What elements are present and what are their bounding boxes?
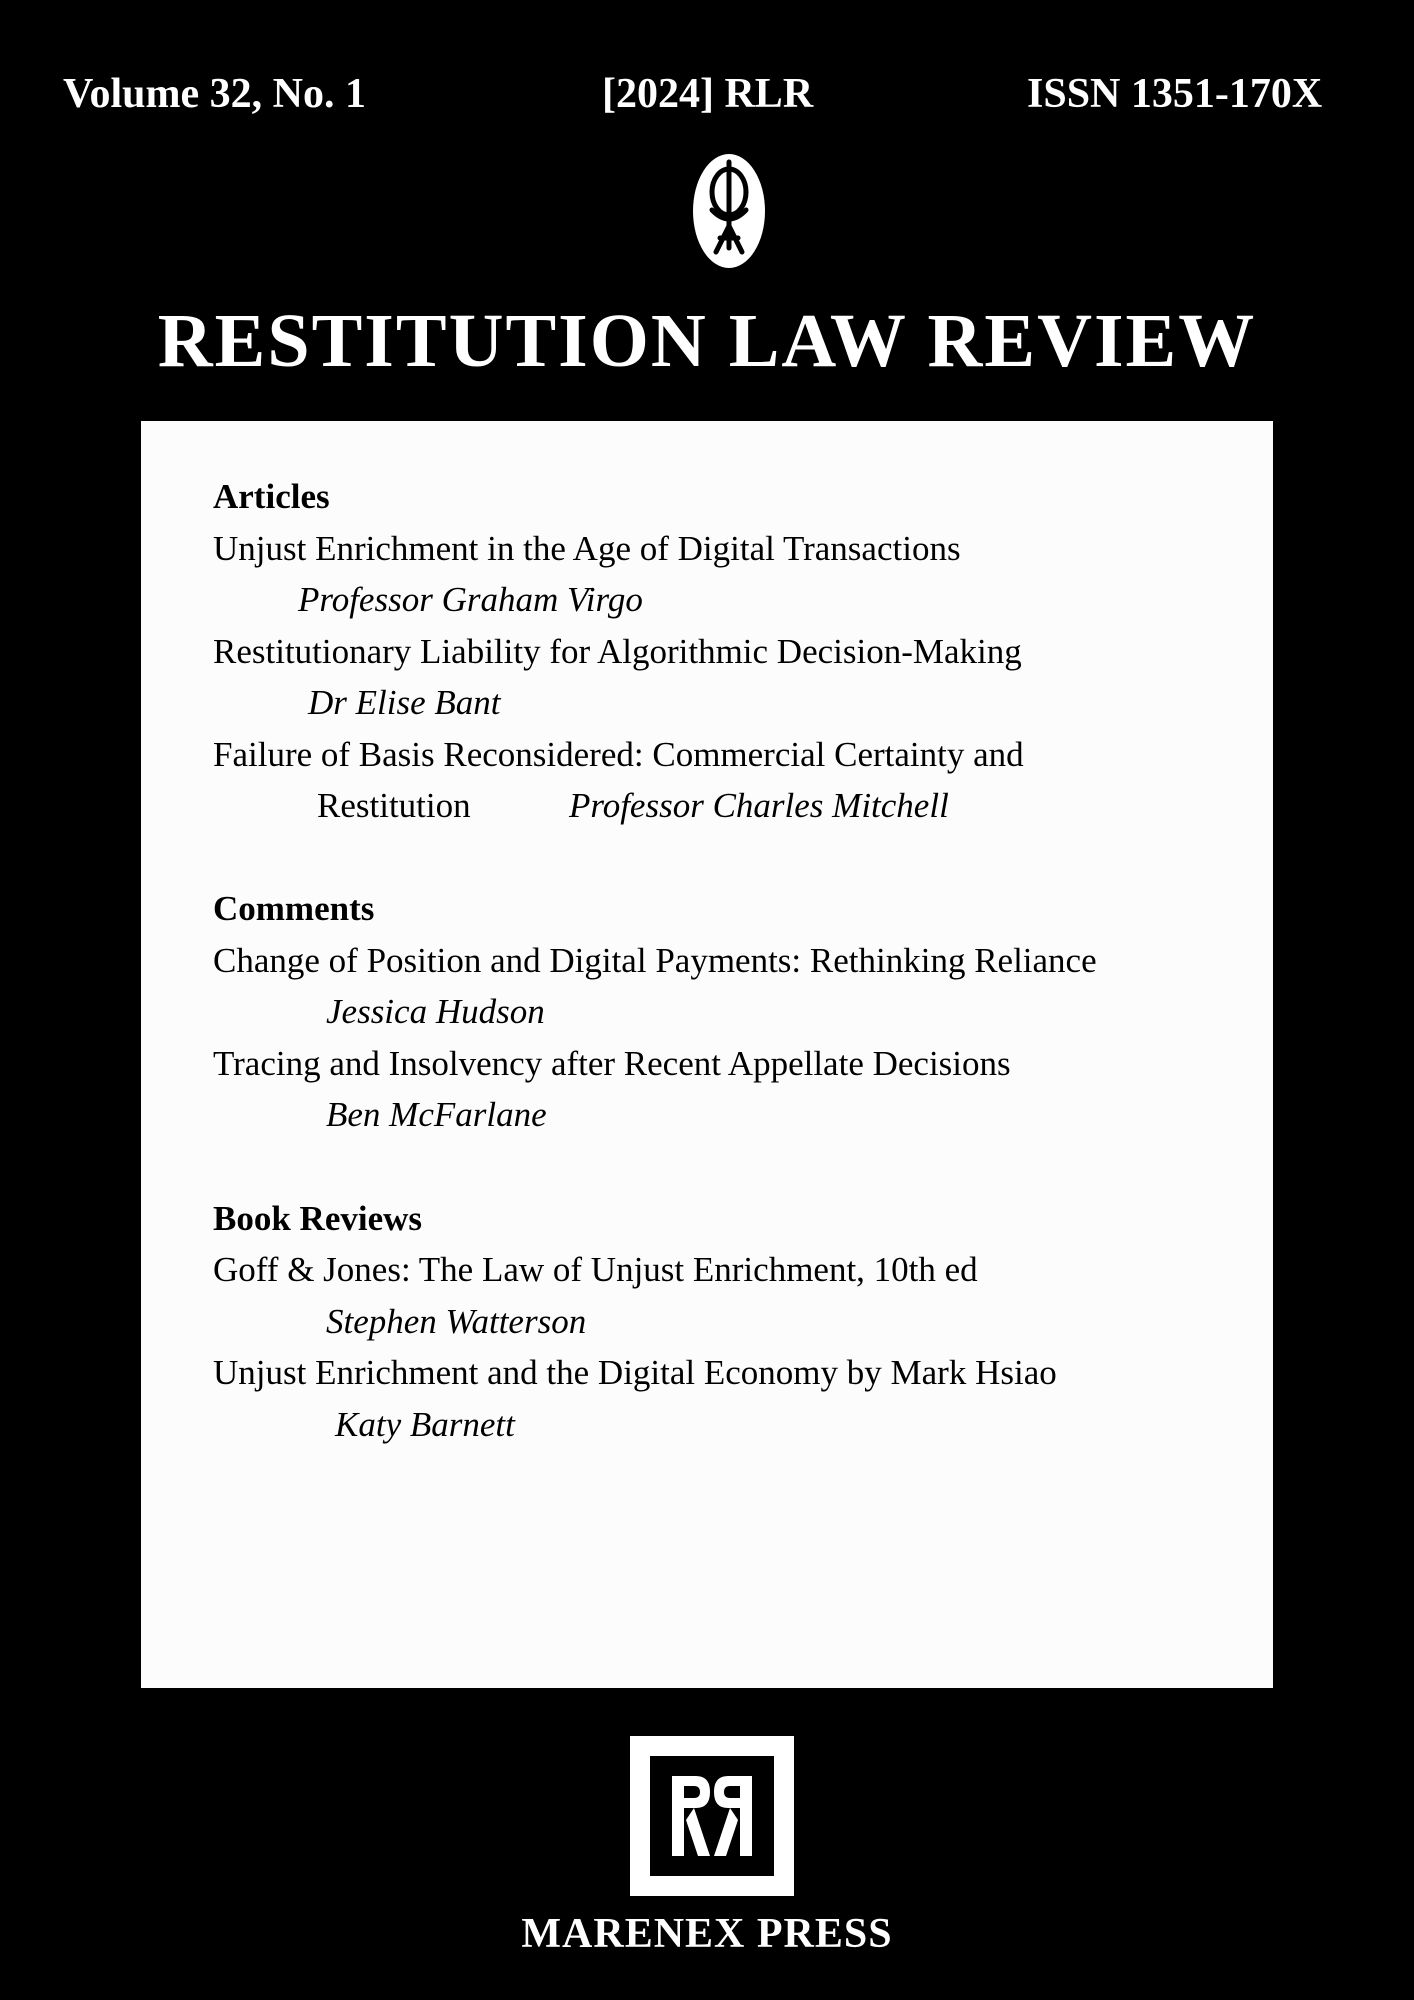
stylized-figure-emblem-icon	[691, 152, 767, 270]
article-author: Dr Elise Bant	[308, 683, 501, 722]
section-heading-book-reviews: Book Reviews	[213, 1199, 423, 1238]
book-review-title: Goff & Jones: The Law of Unjust Enrichment, 10th ed	[213, 1250, 978, 1289]
book-review-author: Stephen Watterson	[326, 1302, 587, 1341]
article-title-continuation: Restitution	[317, 786, 471, 825]
article-author: Professor Graham Virgo	[298, 580, 643, 619]
article-title: Failure of Basis Reconsidered: Commercial Certainty and	[213, 735, 1024, 774]
citation-year: [2024] RLR	[602, 71, 814, 117]
comment-title: Tracing and Insolvency after Recent Appellate Decisions	[213, 1044, 1011, 1083]
article-author: Professor Charles Mitchell	[569, 786, 949, 825]
comment-title: Change of Position and Digital Payments: Rethinking Reliance	[213, 941, 1097, 980]
issn: ISSN 1351-170X	[1027, 71, 1323, 117]
volume-number: Volume 32, No. 1	[63, 71, 366, 117]
book-review-title: Unjust Enrichment and the Digital Economy by Mark Hsiao	[213, 1353, 1057, 1392]
rr-monogram-logo-icon	[630, 1736, 794, 1896]
book-review-author: Katy Barnett	[335, 1405, 515, 1444]
publisher-name: MARENEX PRESS	[521, 1911, 893, 1957]
journal-title: RESTITUTION LAW REVIEW	[157, 299, 1257, 383]
comment-author: Ben McFarlane	[326, 1095, 547, 1134]
article-title: Unjust Enrichment in the Age of Digital Transactions	[213, 529, 961, 568]
contents-panel	[141, 421, 1273, 1688]
section-heading-comments: Comments	[213, 889, 375, 928]
comment-author: Jessica Hudson	[326, 992, 545, 1031]
section-heading-articles: Articles	[213, 477, 330, 516]
article-title: Restitutionary Liability for Algorithmic Decision-Making	[213, 632, 1022, 671]
cover-header	[0, 68, 1414, 120]
